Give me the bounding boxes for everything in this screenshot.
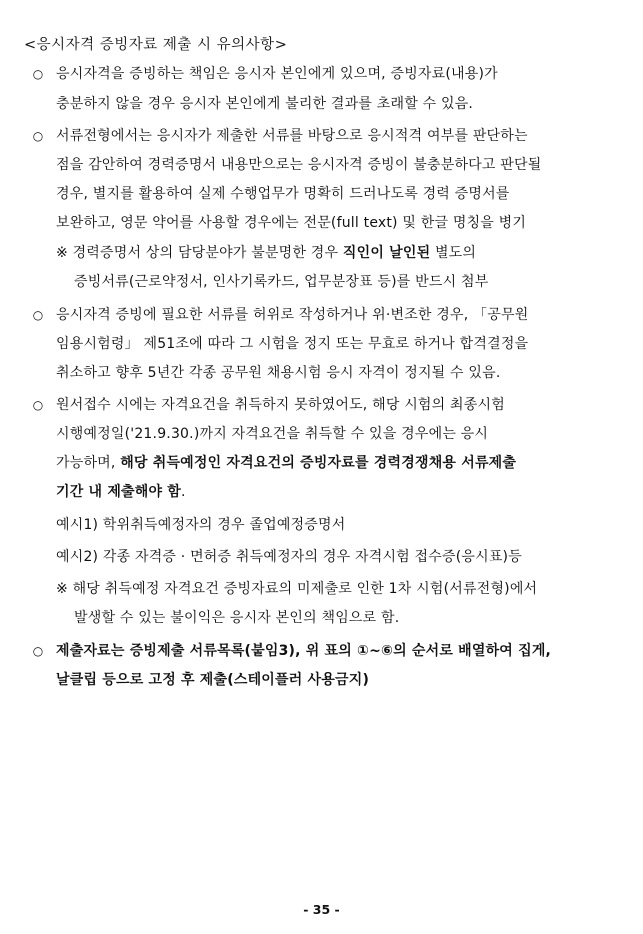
note-line [56, 243, 476, 263]
note-text: ※ 경력증명서 상의 담당분야가 불분명한 경우 [56, 245, 343, 261]
section-heading: <응시자격 증빙자료 제출 시 유의사항> [24, 37, 288, 53]
example-line: 예시1) 학위취득예정자의 경우 졸업예정증명서 [56, 517, 346, 533]
paragraph-line: 날클립 등으로 고정 후 제출(스테이플러 사용금지) [56, 672, 370, 688]
paragraph-line: 충분하지 않을 경우 응시자 본인에게 불리한 결과를 초래할 수 있음. [56, 96, 474, 112]
bullet-icon: ○ [32, 129, 44, 143]
paragraph-line [56, 482, 186, 502]
paragraph-emphasis: 해당 취득예정인 자격요건의 증빙자료를 경력경쟁채용 서류제출 [120, 455, 517, 471]
note-line: ※ 해당 취득예정 자격요건 증빙자료의 미제출로 인한 1차 시험(서류전형)에서 [56, 581, 538, 597]
paragraph-line: 취소하고 향후 5년간 각종 공무원 채용시험 응시 자격이 정지될 수 있음. [56, 365, 501, 381]
paragraph-text: 가능하며, [56, 455, 121, 471]
paragraph-line [56, 453, 516, 473]
paragraph-line: 서류전형에서는 응시자가 제출한 서류를 바탕으로 응시적격 여부를 판단하는 [56, 128, 528, 144]
paragraph-line: 제출자료는 증빙제출 서류목록(붙임3), 위 표의 ①~⑥의 순서로 배열하여 집게, [56, 643, 552, 659]
note-line: 증빙서류(근로약정서, 인사기록카드, 업무분장표 등)를 반드시 첨부 [74, 274, 489, 290]
bullet-icon: ○ [32, 67, 44, 81]
note-emphasis: 직인이 날인된 [342, 245, 431, 261]
note-line: 발생할 수 있는 불이익은 응시자 본인의 책임으로 함. [74, 610, 400, 626]
paragraph-text: . [181, 484, 186, 500]
bullet-icon: ○ [32, 308, 44, 322]
paragraph-line: 응시자격을 증빙하는 책임은 응시자 본인에게 있으며, 증빙자료(내용)가 [56, 66, 498, 82]
paragraph-line: 응시자격 증빙에 필요한 서류를 허위로 작성하거나 위·변조한 경우, 「공무원 [56, 307, 529, 323]
example-line: 예시2) 각종 자격증 · 면허증 취득예정자의 경우 자격시험 접수증(응시표)등 [56, 549, 522, 565]
paragraph-line: 시행예정일('21.9.30.)까지 자격요건을 취득할 수 있을 경우에는 응시 [56, 426, 489, 442]
paragraph-line: 임용시험령」 제51조에 따라 그 시험을 정지 또는 무효로 하거나 합격결정을 [56, 336, 529, 352]
paragraph-emphasis: 기간 내 제출해야 함 [56, 484, 182, 500]
bullet-icon: ○ [32, 644, 44, 658]
paragraph-line: 원서접수 시에는 자격요건을 취득하지 못하였어도, 해당 시험의 최종시험 [56, 397, 505, 413]
paragraph-line: 점을 감안하여 경력증명서 내용만으로는 응시자격 증빙이 불충분하다고 판단될 [56, 157, 542, 173]
paragraph-line: 경우, 별지를 활용하여 실제 수행업무가 명확히 드러나도록 경력 증명서를 [56, 186, 510, 202]
paragraph-line: 보완하고, 영문 약어를 사용할 경우에는 전문(full text) 및 한글 명칭을 병기 [56, 215, 527, 231]
note-text: 별도의 [430, 245, 477, 261]
bullet-icon: ○ [32, 398, 44, 412]
page-number: - 35 - [303, 902, 340, 917]
